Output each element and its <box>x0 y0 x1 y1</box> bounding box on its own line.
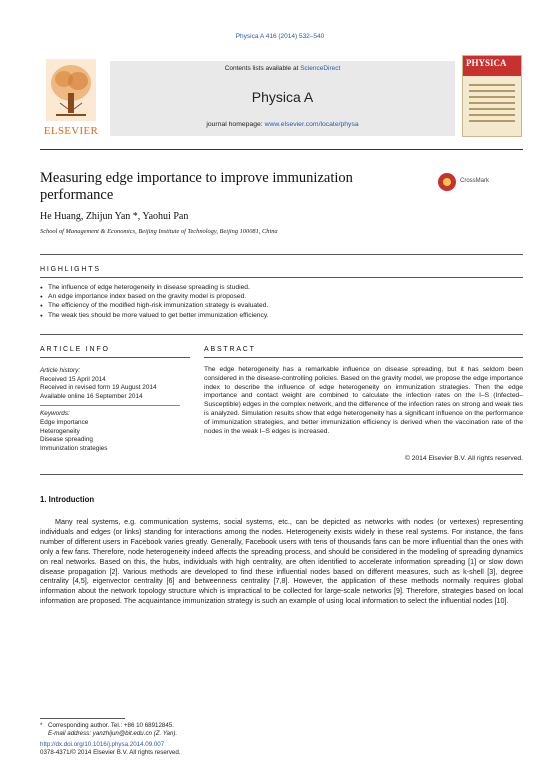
doi-note <box>40 741 480 749</box>
homepage-prefix: journal homepage: <box>206 121 265 128</box>
introduction-heading: 1. Introduction <box>40 495 95 504</box>
footnote-star-icon: * <box>40 722 43 729</box>
homepage-line <box>110 121 455 128</box>
elsevier-logo[interactable] <box>40 53 102 139</box>
history-item: Received in revised form 19 August 2014 <box>40 384 157 392</box>
history-item: Received 15 April 2014 <box>40 375 106 383</box>
crossmark-icon <box>438 173 456 191</box>
abstract-copyright: © 2014 Elsevier B.V. All rights reserved. <box>404 455 523 462</box>
article-info-heading: ARTICLE INFO <box>40 346 110 353</box>
email-address[interactable]: yanzhijun@bit.edu.cn (Z. Yan). <box>92 730 178 737</box>
affiliation: School of Management & Economics, Beijing Institute of Technology, Beijing 100081, China <box>40 228 278 235</box>
highlight-item: ● The weak ties should be more valued to get better immunization efficiency. <box>40 311 523 320</box>
elsevier-tree-icon <box>46 59 96 121</box>
cover-title: PHYSICA <box>466 58 507 68</box>
journal-cover-thumbnail[interactable] <box>462 55 522 137</box>
abstract-end-rule <box>40 474 523 475</box>
highlights-rule <box>40 277 523 278</box>
article-title: Measuring edge importance to improve immunization performance <box>40 170 353 203</box>
highlights-end-rule <box>40 334 523 335</box>
corresponding-text: Corresponding author. Tel.: +86 10 68912845. <box>48 722 174 729</box>
abstract-rule <box>204 357 523 358</box>
footnote-rule <box>40 718 125 719</box>
journal-masthead <box>40 53 523 141</box>
contents-prefix: Contents lists available at <box>224 65 301 72</box>
highlights-heading: HIGHLIGHTS <box>40 266 101 273</box>
keywords-title: Keywords: <box>40 410 70 418</box>
history-title: Article history: <box>40 367 81 374</box>
abstract-text: The edge heterogeneity has a remarkable influence on disease spreading, but it has seldom been considered in the disease-controlling policies. Based on the gravity model, we propose the edge importance index to describe the influence of edge heterogeneity on immunization strategies. Then the edge importance and contact weight are combined to calculate the infection rates on the I–S (Infected–Susceptible) edges in the complex network, and the difference of the infection rates on strong and weak ties is analyzed. Simulation results show that edge heterogeneity has a significant influence on the performance of immunization strategies, and better immunization efficiency is derived when the vaccination rate of the nodes in the weak I–S edges is increased. <box>204 366 523 435</box>
highlight-item: ● The efficiency of the modified high-risk immunization strategy is evaluated. <box>40 301 523 310</box>
crossmark-button[interactable] <box>438 173 508 191</box>
highlight-item: ● The influence of edge heterogeneity in disease spreading is studied. <box>40 283 523 292</box>
header-rule <box>40 254 523 255</box>
homepage-link[interactable]: www.elsevier.com/locate/physa <box>264 121 359 128</box>
history-item: Available online 16 September 2014 <box>40 392 143 400</box>
corresponding-author-note <box>40 722 480 730</box>
email-label: E-mail address: <box>48 730 91 737</box>
journal-name: Physica A <box>251 89 314 105</box>
highlight-item: ● An edge importance index based on the gravity model is proposed. <box>40 292 523 301</box>
keyword-item[interactable]: Heterogeneity <box>40 427 80 435</box>
highlights-list <box>40 283 523 320</box>
journal-title-box <box>110 61 455 136</box>
cover-text-lines <box>469 84 515 126</box>
contents-line <box>110 65 455 72</box>
abstract-heading: ABSTRACT <box>204 346 256 353</box>
crossmark-label: CrossMark <box>460 178 490 184</box>
masthead-rule <box>40 149 523 150</box>
author-list: He Huang, Zhijun Yan *, Yaohui Pan <box>40 211 189 222</box>
article-info-column <box>40 367 190 453</box>
keyword-item[interactable]: Disease spreading <box>40 436 93 444</box>
keyword-item[interactable]: Edge importance <box>40 418 89 426</box>
journal-reference: Physica A 416 (2014) 532–540 <box>235 33 325 40</box>
introduction-paragraph: Many real systems, e.g. communication systems, social systems, etc., can be depicted as networks with nodes (or vertexes) representing individuals and edges (or links) standing for interactions among the nodes. Heterogeneity exists widely in these real systems. For instance, the fans number of different users in Facebook varies greatly. Generally, Facebook users with tens of thousands fans can be more influential than the ones with only a few fans. Therefore, node heterogeneity indeed affects the spreading process, and should be considered in the modeling of spreading dynamics on real networks. Based on this, the hubs, individuals with high centrality, are often identified to accelerate information spreading [1] or slow down disease propagation [2]. Various methods are developed to find these influential nodes based on different measures, such as k-shell [3], degree centrality [4,5], eigenvector centrality [6] and betweenness centrality [7,8]. However, the application of these methods normally requires global information about the network topology structure which is impractical to be collected for large-scale networks [9]. Therefore, strategies based on local information are proposed. The acquaintance immunization strategy is such an example of using local information to select the influential nodes [10]. <box>40 517 523 606</box>
history-divider <box>40 405 180 406</box>
doi-link[interactable]: http://dx.doi.org/10.1016/j.physa.2014.09.007 <box>40 741 165 748</box>
sciencedirect-link[interactable]: ScienceDirect <box>300 65 341 72</box>
keyword-item[interactable]: Immunization strategies <box>40 444 108 452</box>
publisher-name: ELSEVIER <box>43 125 99 137</box>
issn-note: 0378-4371/© 2014 Elsevier B.V. All rights reserved. <box>40 749 181 756</box>
article-info-rule <box>40 357 190 358</box>
email-note <box>40 730 480 738</box>
